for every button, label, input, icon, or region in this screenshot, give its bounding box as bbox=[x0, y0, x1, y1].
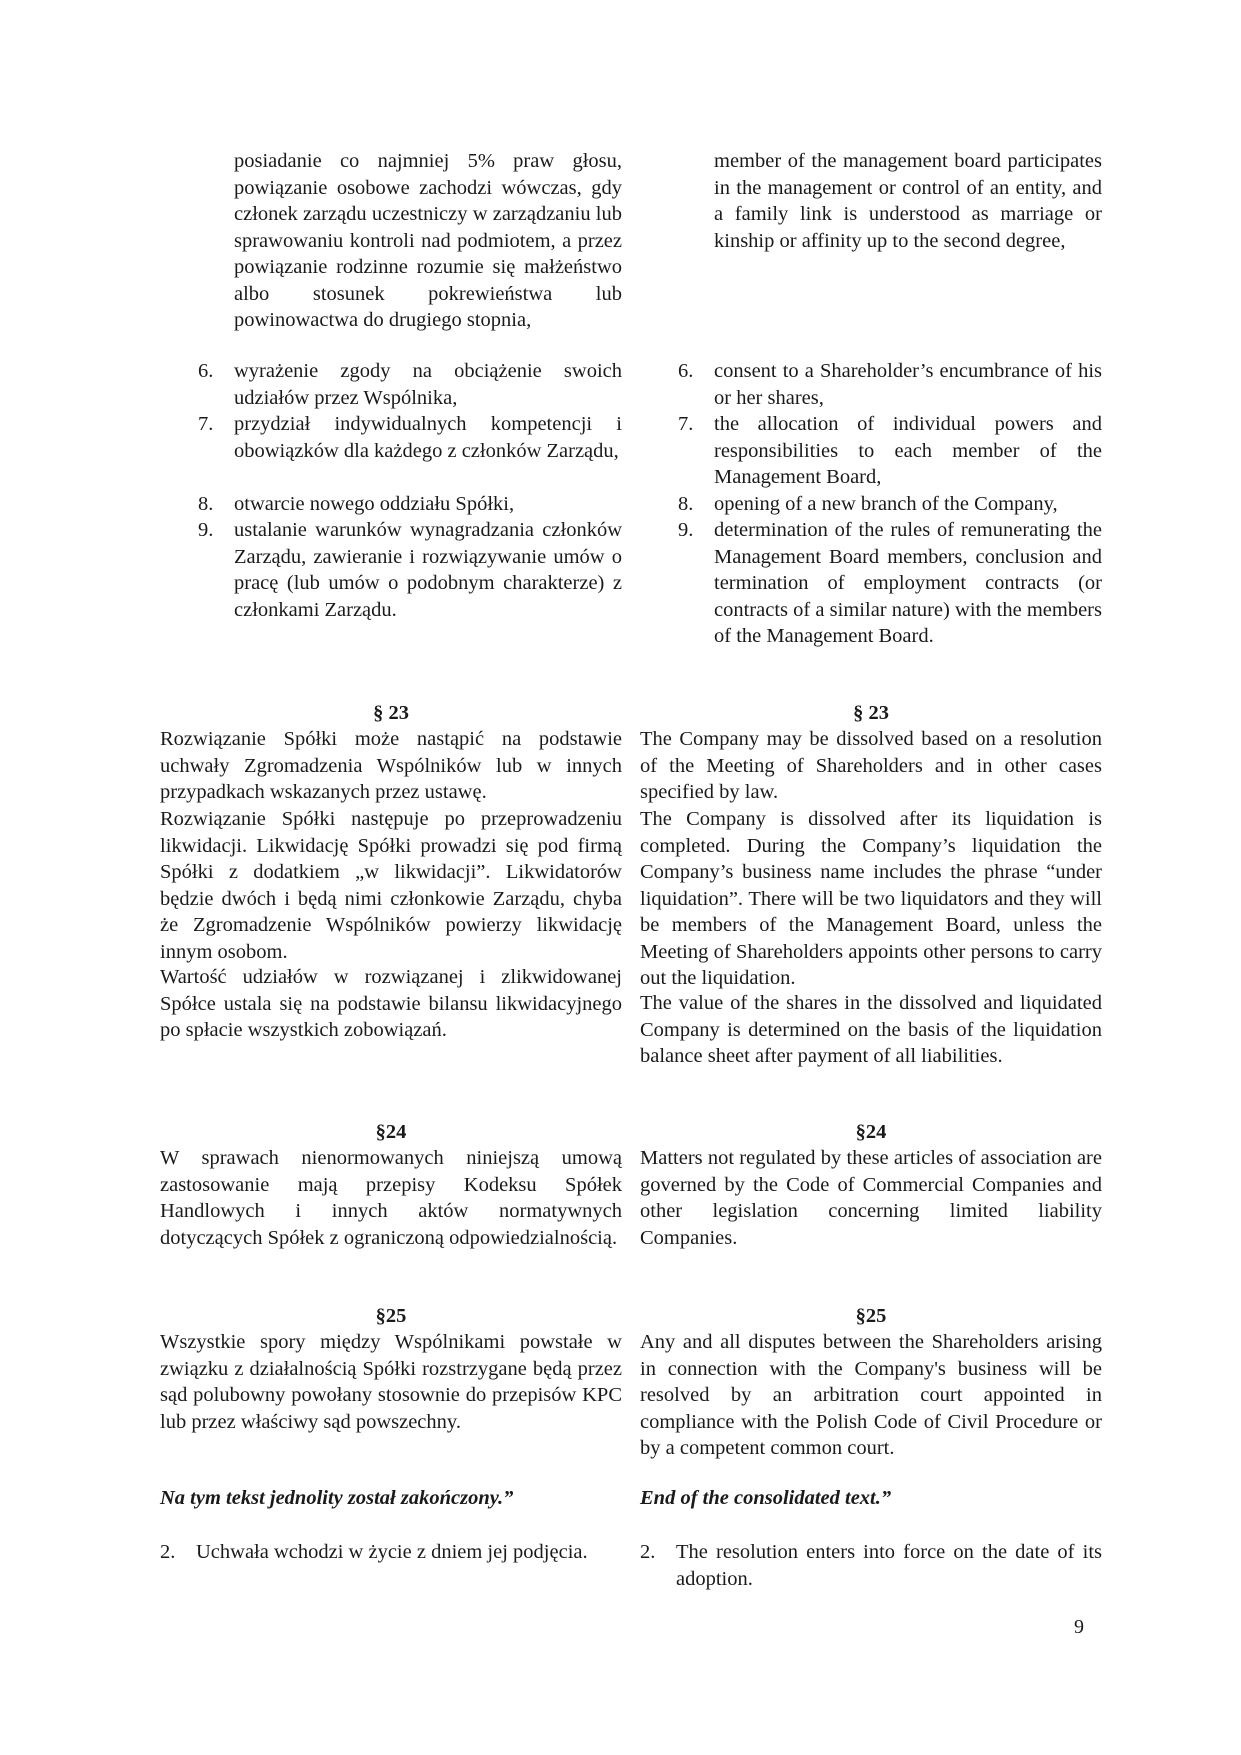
list-item bbox=[640, 491, 1102, 518]
section-24-paragraph: W sprawach nienormowanych niniejszą umową zastosowanie mają przepisy Kodeksu Spółek Handlowych i innych aktów normatywnych dotyczących Spółek z ograniczoną odpowiedzialnością. bbox=[160, 1147, 622, 1249]
list-item-text: przydział indywidualnych kompetencji i obowiązków dla każdego z członków Zarządu, bbox=[234, 413, 622, 462]
section-heading-25: §25 bbox=[375, 1305, 407, 1327]
list-number: 7. bbox=[198, 413, 214, 435]
list-item bbox=[160, 517, 622, 623]
list-item bbox=[640, 411, 1102, 491]
section-heading-24: §24 bbox=[375, 1121, 407, 1143]
section-23-paragraph-2: The Company is dissolved after its liquidation is completed. During the Company’s liquidation the Company’s business name includes the phrase “under liquidation”. There will be two liquidators and they will be members of the Management Board, unless the Meeting of Shareholders appoints other persons to carry out the liquidation. bbox=[640, 808, 1102, 989]
section-23-paragraph-2: Rozwiązanie Spółki następuje po przeprowadzeniu likwidacji. Likwidację Spółki prowadzi się pod firmą Spółki z dodatkiem „w likwidacji”. Likwidatorów będzie dwóch i będą nimi członkowie Zarządu, chyba że Zgromadzenie Wspólników powierzy likwidację innym osobom. bbox=[160, 808, 622, 963]
page-number: 9 bbox=[1074, 1616, 1084, 1638]
continued-item-text: posiadanie co najmniej 5% praw głosu, powiązanie osobowe zachodzi wówczas, gdy członek zarządu uczestniczy w zarządzaniu lub sprawowaniu kontroli nad podmiotem, a przez powiązanie rodzinne rozumie się małżeństwo albo stosunek pokrewieństwa lub powinowactwa do drugiego stopnia, bbox=[234, 150, 622, 331]
closing-statement: Na tym tekst jednolity został zakończony.” bbox=[160, 1487, 514, 1509]
list-item-text: consent to a Shareholder’s encumbrance of his or her shares, bbox=[714, 360, 1102, 409]
list-number: 8. bbox=[198, 493, 214, 515]
list-item-text: wyrażenie zgody na obciążenie swoich udziałów przez Wspólnika, bbox=[234, 360, 622, 409]
section-25-paragraph: Wszystkie spory między Wspólnikami powstałe w związku z działalnością Spółki rozstrzygane będą przez sąd polubowny powołany stosownie do przepisów KPC lub przez właściwy sąd powszechny. bbox=[160, 1331, 622, 1433]
section-23-paragraph-1: Rozwiązanie Spółki może nastąpić na podstawie uchwały Zgromadzenia Wspólników lub w innych przypadkach wskazanych przez ustawę. bbox=[160, 728, 622, 803]
resolution-text: The resolution enters into force on the date of its adoption. bbox=[676, 1541, 1102, 1590]
section-25-paragraph: Any and all disputes between the Shareholders arising in connection with the Company's business will be resolved by an arbitration court appointed in compliance with the Polish Code of Civil Procedure or by a competent common court. bbox=[640, 1331, 1102, 1459]
section-23-paragraph-3: Wartość udziałów w rozwiązanej i zlikwidowanej Spółce ustala się na podstawie bilansu likwidacyjnego po spłacie wszystkich zobowiązań. bbox=[160, 966, 622, 1041]
continued-item-text: member of the management board participates in the management or control of an entity, and a family link is understood as marriage or kinship or affinity up to the second degree, bbox=[714, 150, 1102, 252]
section-23-paragraph-3: The value of the shares in the dissolved and liquidated Company is determined on the basis of the liquidation balance sheet after payment of all liabilities. bbox=[640, 992, 1102, 1067]
list-item bbox=[160, 358, 622, 411]
section-heading-23: § 23 bbox=[373, 702, 409, 724]
list-item-text: opening of a new branch of the Company, bbox=[714, 493, 1058, 515]
list-item-text: otwarcie nowego oddziału Spółki, bbox=[234, 493, 515, 515]
resolution-number: 2. bbox=[160, 1541, 176, 1563]
list-item bbox=[160, 491, 622, 518]
list-number: 6. bbox=[678, 360, 694, 382]
list-item bbox=[640, 517, 1102, 650]
list-number: 6. bbox=[198, 360, 214, 382]
section-heading-23: § 23 bbox=[853, 702, 889, 724]
resolution-number: 2. bbox=[640, 1541, 656, 1563]
list-item bbox=[160, 411, 622, 464]
list-item-text: determination of the rules of remunerating the Management Board members, conclusion and termination of employment contracts (or contracts of a similar nature) with the members of the Management Board. bbox=[714, 519, 1102, 647]
list-number: 9. bbox=[198, 519, 214, 541]
closing-statement: End of the consolidated text.” bbox=[640, 1487, 892, 1509]
list-number: 7. bbox=[678, 413, 694, 435]
section-23-paragraph-1: The Company may be dissolved based on a resolution of the Meeting of Shareholders and in other cases specified by law. bbox=[640, 728, 1102, 803]
section-24-paragraph: Matters not regulated by these articles of association are governed by the Code of Commercial Companies and other legislation concerning limited liability Companies. bbox=[640, 1147, 1102, 1249]
resolution-item bbox=[160, 1539, 622, 1566]
section-heading-24: §24 bbox=[855, 1121, 887, 1143]
list-number: 8. bbox=[678, 493, 694, 515]
resolution-item bbox=[640, 1539, 1102, 1592]
list-item-text: ustalanie warunków wynagradzania członków Zarządu, zawieranie i rozwiązywanie umów o pracę (lub umów o podobnym charakterze) z członkami Zarządu. bbox=[234, 519, 622, 621]
list-item-text: the allocation of individual powers and responsibilities to each member of the Management Board, bbox=[714, 413, 1102, 488]
list-item bbox=[640, 358, 1102, 411]
list-number: 9. bbox=[678, 519, 694, 541]
resolution-text: Uchwała wchodzi w życie z dniem jej podjęcia. bbox=[196, 1541, 588, 1563]
section-heading-25: §25 bbox=[855, 1305, 887, 1327]
